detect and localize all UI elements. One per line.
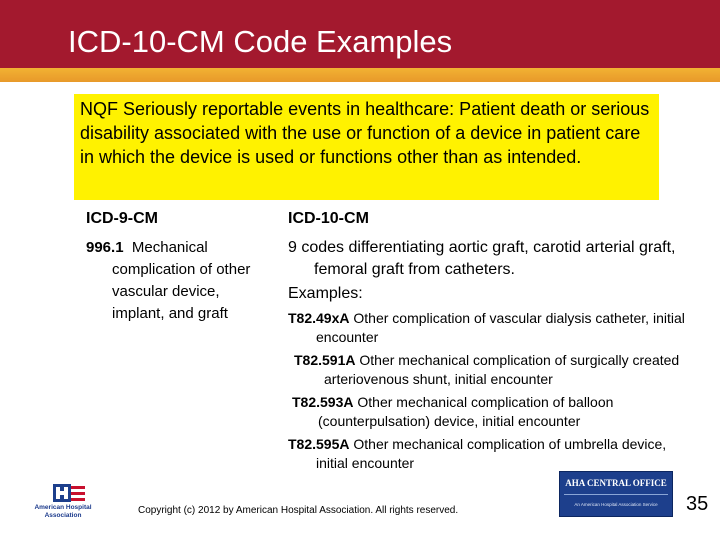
aha-logo-icon [26,482,100,504]
icd9-heading: ICD-9-CM [86,210,158,227]
slide-title: ICD-10-CM Code Examples [68,24,453,59]
code-example-desc: Other complication of vascular dialysis catheter, initial encounter [316,310,685,345]
header-stripe [0,68,720,82]
nqf-callout: NQF Seriously reportable events in healthcare: Patient death or serious disability associated with the use or function of a device in patient care in which the device is used or functions other than as intended. [74,94,659,200]
code-example-code: T82.591A [294,352,356,368]
aha-logo-text: American Hospital Association [34,504,92,519]
icd10-heading: ICD-10-CM [288,210,369,227]
central-office-logo [559,471,673,517]
icd10-intro: 9 codes differentiating aortic graft, carotid arterial graft, femoral graft from catheters. [288,239,676,278]
code-example-code: T82.49xA [288,310,350,326]
code-example [288,309,688,347]
central-office-rule [564,494,668,495]
code-example [288,351,688,389]
copyright-notice: Copyright (c) 2012 by American Hospital Association. All rights reserved. [138,505,459,516]
central-office-subtitle: An American Hospital Association Service [574,502,658,507]
code-example-code: T82.595A [288,436,350,452]
code-example-desc: Other mechanical complication of balloon (counterpulsation) device, initial encounter [318,394,614,429]
icd9-description: Mechanical complication of other vascular device, implant, and graft [112,239,251,322]
aha-logo [26,482,100,526]
central-office-title: AHA CENTRAL OFFICE [565,478,667,488]
code-example-code: T82.593A [292,394,354,410]
page-number: 35 [686,493,709,515]
code-example [288,435,688,473]
code-example-desc: Other mechanical complication of umbrella device, initial encounter [316,436,667,471]
icd9-column [86,209,266,325]
code-example-desc: Other mechanical complication of surgically created arteriovenous shunt, initial encounter [324,352,680,387]
icd9-entry [86,237,266,325]
icd9-code: 996.1 [86,239,124,256]
icd10-column [288,209,688,473]
examples-label: Examples: [288,285,363,302]
code-example [288,393,688,431]
